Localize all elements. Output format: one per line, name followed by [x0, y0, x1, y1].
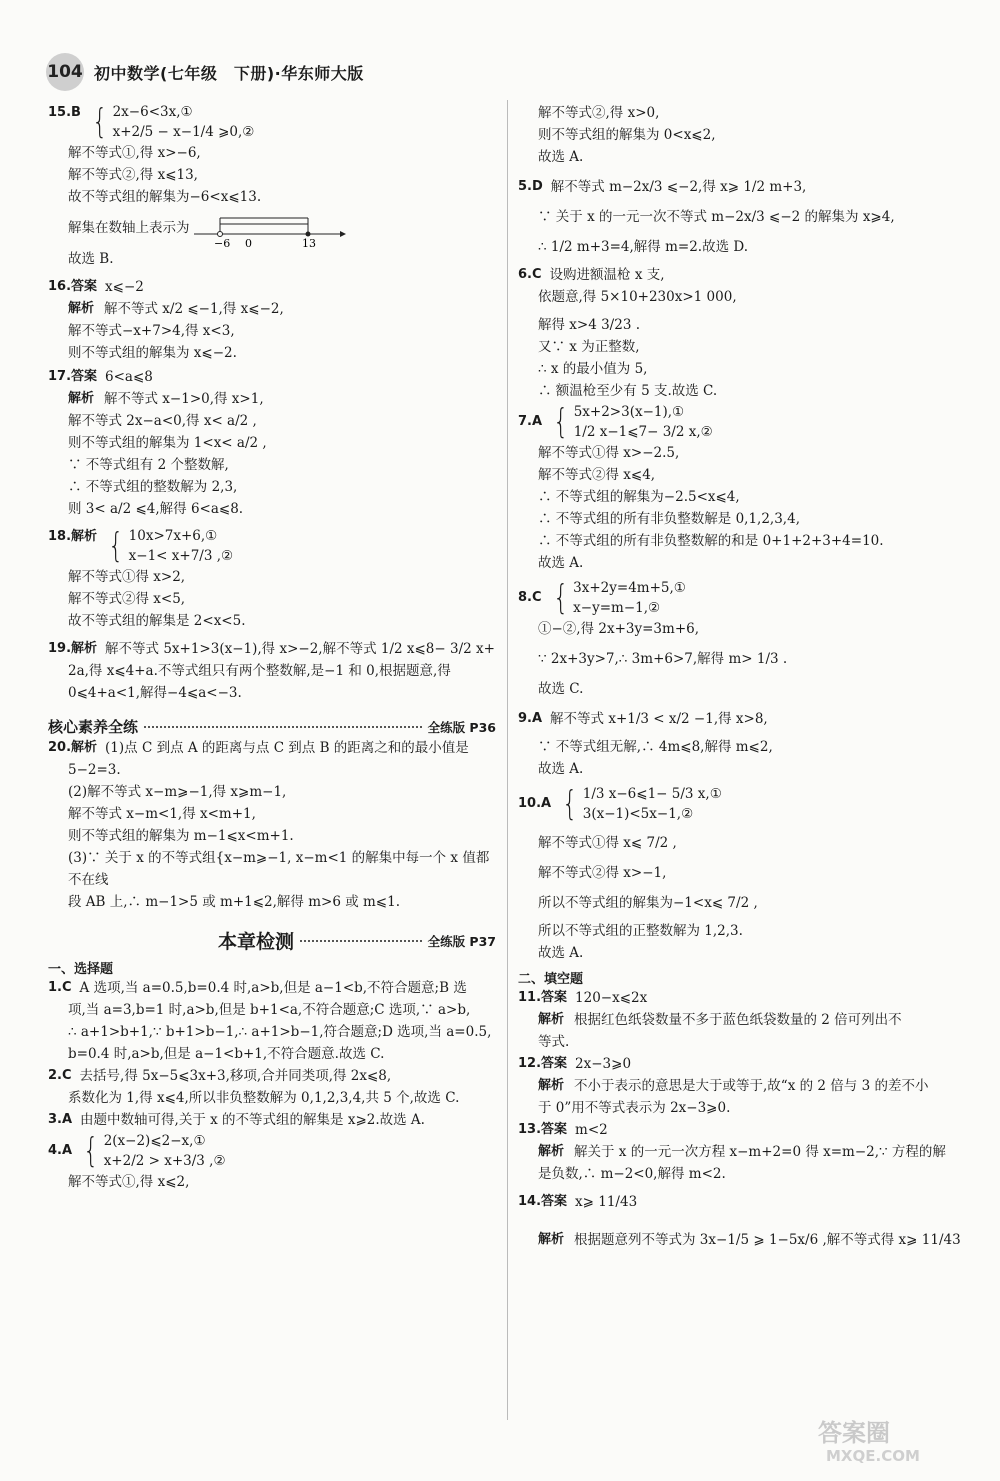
q6-line: 依题意,得 5×10+230x>1 000, [538, 289, 737, 305]
q2 [48, 1065, 496, 1087]
q11-line: 等式. [538, 1034, 570, 1050]
q15-line: 解不等式①,得 x>−6, [68, 145, 201, 161]
q13-line: 解关于 x 的一元一次方程 x−m+2=0 得 x=m−2,∵ 方程的解 [574, 1144, 946, 1160]
q18-line: 解不等式②得 x<5, [68, 591, 186, 607]
q7-line: 故选 A. [538, 555, 584, 571]
q7-line: ∴ 不等式组的解集为−2.5<x⩽4, [538, 489, 740, 505]
q9-line: ∵ 不等式组无解,∴ 4m⩽8,解得 m⩽2, [538, 739, 773, 755]
q7-line: 解不等式②得 x⩽4, [538, 467, 656, 483]
q18-eq1: 10x>7x+6,① [128, 528, 218, 544]
q7-line: ∴ 不等式组的所有非负整数解的和是 0+1+2+3+4=10. [538, 533, 884, 549]
q6 [518, 264, 966, 286]
q7-eq2: 1/2 x−1⩽7− 3/2 x,② [573, 424, 713, 440]
q10-line: 解不等式①得 x⩽ 7/2 , [538, 835, 677, 851]
q9 [518, 708, 966, 730]
q15-numberline [68, 208, 496, 248]
page-number: 104 [46, 53, 84, 91]
q5-line: ∴ 1/2 m+3=4,解得 m=2.故选 D. [538, 239, 749, 255]
q12-line: 不小于表示的意思是大于或等于,故“x 的 2 倍与 3 的差不小 [574, 1078, 929, 1094]
q16-answer: x⩽−2 [105, 279, 144, 295]
q6-line: 解得 x>4 3/23 . [538, 317, 640, 333]
q18-label: 18.解析 [48, 529, 98, 544]
q14-label: 14.答案 [518, 1194, 568, 1209]
q6-line: 又∵ x 为正整数, [538, 339, 640, 355]
q1-line: A 选项,当 a=0.5,b=0.4 时,a>b,但是 a−1<b,不符合题意;B 选 [79, 980, 467, 996]
q20-line: (1)点 C 到点 A 的距离与点 C 到点 B 的距离之和的最小值是 [105, 740, 469, 756]
q15-eq1: 2x−6<3x,① [112, 104, 193, 120]
q1-line: ∴ a+1>b+1,∵ b+1>b−1,∴ a+1>b−1,符合题意;D 选项,当 a=0.5, [68, 1024, 492, 1040]
q7-system: { 5x+2>3(x−1),① 1/2 x−1⩽7− 3/2 x,② [553, 402, 713, 442]
q10-line: 故选 A. [538, 945, 584, 961]
q19-line: 2a,得 x⩽4+a.不等式组只有两个整数解,是−1 和 0,根据题意,得 [68, 663, 451, 679]
q5 [518, 176, 966, 198]
q6-line: ∴ x 的最小值为 5, [538, 361, 648, 377]
q17-line: 解不等式 2x−a<0,得 x< a/2 , [68, 413, 257, 429]
q20-label: 20.解析 [48, 740, 98, 755]
q20-line: (3)∵ 关于 x 的不等式组{x−m⩾−1, x−m<1 的解集中每一个 x 值都不在线 [68, 850, 490, 888]
q11 [518, 987, 966, 1009]
q10-system: { 1/3 x−6⩽1− 5/3 x,① 3(x−1)<5x−1,② [562, 784, 722, 824]
q17-analysis [68, 388, 496, 410]
q17-answer: 6<a⩽8 [105, 369, 153, 385]
q10-line: 所以不等式组的解集为−1<x⩽ 7/2 , [538, 895, 758, 911]
part-heading: 二、填空题 [518, 972, 584, 987]
q10-label: 10.A [518, 796, 552, 811]
q9-line: 解不等式 x+1/3 < x/2 −1,得 x>8, [550, 711, 768, 727]
section-title: 核心素养全练 [48, 718, 139, 736]
q7-line: 解不等式①得 x>−2.5, [538, 445, 680, 461]
q15-line: 解不等式②,得 x⩽13, [68, 167, 198, 183]
q10-eq1: 1/3 x−6⩽1− 5/3 x,① [582, 786, 722, 802]
q10-line: 所以不等式组的正整数解为 1,2,3. [538, 923, 743, 939]
q13-label: 13.答案 [518, 1122, 568, 1137]
q3 [48, 1109, 496, 1131]
q11-label: 11.答案 [518, 990, 568, 1005]
tick-label: 13 [301, 237, 316, 248]
q4-system: { 2(x−2)⩽2−x,① x+2/2 > x+3/3 ,② [83, 1131, 226, 1171]
analysis-keyword: 解析 [538, 1232, 565, 1247]
q19-line: 解不等式 5x+1>3(x−1),得 x>−2,解不等式 1/2 x⩽8− 3/2 x+ [105, 641, 495, 657]
left-column [48, 102, 496, 1193]
q11-answer: 120−x⩽2x [575, 990, 648, 1006]
q17 [48, 366, 496, 388]
q12-label: 12.答案 [518, 1056, 568, 1071]
q7-line: ∴ 不等式组的所有非负整数解是 0,1,2,3,4, [538, 511, 800, 527]
q20-line: (2)解不等式 x−m⩾−1,得 x⩾m−1, [68, 784, 287, 800]
q8-eq1: 3x+2y=4m+5,① [573, 580, 686, 596]
q1-line: b=0.4 时,a>b,但是 a−1<b+1,不符合题意.故选 C. [68, 1046, 385, 1062]
svg-text:MXQE.COM: MXQE.COM [826, 1447, 920, 1465]
q5-line: 解不等式 m−2x/3 ⩽−2,得 x⩾ 1/2 m+3, [550, 179, 807, 195]
q5-label: 5.D [518, 179, 543, 194]
analysis-keyword: 解析 [538, 1078, 565, 1093]
q18-line: 解不等式①得 x>2, [68, 569, 186, 585]
q8-label: 8.C [518, 590, 542, 605]
q2-label: 2.C [48, 1068, 72, 1083]
q7-eq1: 5x+2>3(x−1),① [573, 404, 685, 420]
q17-line: 则不等式组的解集为 1<x< a/2 , [68, 435, 267, 451]
q14-analysis [538, 1229, 966, 1251]
analysis-keyword: 解析 [68, 391, 95, 406]
tick-label: −6 [213, 237, 230, 248]
q8 [518, 578, 966, 618]
q2-line: 去括号,得 5x−5⩽3x+3,移项,合并同类项,得 2x⩽8, [79, 1068, 392, 1084]
continued-line: 故选 A. [538, 149, 584, 165]
q4 [48, 1131, 496, 1171]
q15 [48, 102, 496, 142]
q3-label: 3.A [48, 1112, 73, 1127]
q6-line: ∴ 额温枪至少有 5 支.故选 C. [538, 383, 718, 399]
q6-line: 设购进额温枪 x 支, [549, 267, 665, 283]
q16-line: 则不等式组的解集为 x⩽−2. [68, 345, 237, 361]
q2-line: 系数化为 1,得 x⩽4,所以非负整数解为 0,1,2,3,4,共 5 个,故选 C. [68, 1090, 460, 1106]
q19-line: 0⩽4+a<1,解得−4⩽a<−3. [68, 685, 242, 701]
q4-label: 4.A [48, 1143, 73, 1158]
q17-label: 17.答案 [48, 369, 98, 384]
q10 [518, 784, 966, 824]
book-title: 初中数学(七年级 下册)·华东师大版 [94, 63, 364, 83]
q16-line: 解不等式 x/2 ⩽−1,得 x⩽−2, [104, 301, 284, 317]
q18 [48, 526, 496, 566]
q15-end: 故选 B. [68, 251, 114, 267]
q13-answer: m<2 [575, 1122, 608, 1138]
q8-system: { 3x+2y=4m+5,① x−y=m−1,② [552, 578, 686, 618]
q17-line: 解不等式 x−1>0,得 x>1, [104, 391, 264, 407]
q7 [518, 402, 966, 442]
q1-line: 项,当 a=3,b=1 时,a>b,但是 b+1<a,不符合题意;C 选项,∵ a>b, [68, 1002, 471, 1018]
q20-line: 5−2=3. [68, 762, 121, 778]
q16-label: 16.答案 [48, 279, 98, 294]
q1-label: 1.C [48, 980, 72, 995]
section-chapter-test [218, 927, 496, 954]
q12-analysis [538, 1075, 966, 1097]
q15-label: 15.B [48, 105, 81, 120]
tick-label: 0 [244, 237, 252, 248]
q7-label: 7.A [518, 414, 543, 429]
analysis-keyword: 解析 [538, 1144, 565, 1159]
q5-line: ∵ 关于 x 的一元一次不等式 m−2x/3 ⩽−2 的解集为 x⩾4, [538, 209, 895, 225]
q18-line: 故不等式组的解集是 2<x<5. [68, 613, 246, 629]
q20-line: 段 AB 上,∴ m−1>5 或 m+1⩽2,解得 m>6 或 m⩽1. [68, 894, 400, 910]
section-title: 本章检测 [218, 931, 295, 953]
q13-analysis [538, 1141, 966, 1163]
q12 [518, 1053, 966, 1075]
q20-line: 则不等式组的解集为 m−1⩽x<m+1. [68, 828, 294, 844]
q4-eq2: x+2/2 > x+3/3 ,② [103, 1153, 226, 1169]
q9-line: 故选 A. [538, 761, 584, 777]
section-ref: 全练版 P36 [427, 719, 496, 735]
q8-line: 故选 C. [538, 681, 584, 697]
q15-line: 故不等式组的解集为−6<x⩽13. [68, 189, 262, 205]
q12-answer: 2x−3⩾0 [575, 1056, 632, 1072]
q11-analysis [538, 1009, 966, 1031]
q14-answer: x⩾ 11/43 [575, 1194, 638, 1210]
q17-line: ∵ 不等式组有 2 个整数解, [68, 457, 229, 473]
q13 [518, 1119, 966, 1141]
q15-system: { 2x−6<3x,① x+2/5 − x−1/4 ⩾0,② [92, 102, 255, 142]
number-line-diagram [190, 208, 350, 248]
q19 [48, 638, 496, 660]
q12-line: 于 0”用不等式表示为 2x−3⩾0. [538, 1100, 731, 1116]
q8-line: ①−②,得 2x+3y=3m+6, [538, 621, 700, 637]
watermark-logo [810, 1415, 980, 1467]
continued-line: 解不等式②,得 x>0, [538, 105, 660, 121]
q8-eq2: x−y=m−1,② [573, 600, 661, 616]
q16-line: 解不等式−x+7>4,得 x<3, [68, 323, 235, 339]
q16 [48, 276, 496, 298]
q20-line: 解不等式 x−m<1,得 x<m+1, [68, 806, 256, 822]
q13-line: 是负数,∴ m−2<0,解得 m<2. [538, 1166, 726, 1182]
q14 [518, 1191, 966, 1213]
q4-eq1: 2(x−2)⩽2−x,① [103, 1133, 206, 1149]
section-ref: 全练版 P37 [427, 933, 496, 949]
q19-label: 19.解析 [48, 641, 98, 656]
q20 [48, 737, 496, 759]
q17-line: ∴ 不等式组的整数解为 2,3, [68, 479, 238, 495]
q18-eq2: x−1< x+7/3 ,② [128, 548, 234, 564]
q9-label: 9.A [518, 711, 543, 726]
q16-analysis [68, 298, 496, 320]
q10-line: 解不等式②得 x>−1, [538, 865, 667, 881]
svg-text:答案圈: 答案圈 [818, 1419, 890, 1447]
q4-line: 解不等式①,得 x⩽2, [68, 1174, 190, 1190]
q17-line: 则 3< a/2 ⩽4,解得 6<a⩽8. [68, 501, 244, 517]
q1 [48, 977, 496, 999]
numline-label: 解集在数轴上表示为 [68, 220, 190, 236]
q15-eq2: x+2/5 − x−1/4 ⩾0,② [112, 124, 255, 140]
q11-line: 根据红色纸袋数量不多于蓝色纸袋数量的 2 倍可列出不 [574, 1012, 902, 1028]
part-heading: 一、选择题 [48, 962, 114, 977]
analysis-keyword: 解析 [68, 301, 95, 316]
q3-line: 由题中数轴可得,关于 x 的不等式组的解集是 x⩾2.故选 A. [80, 1112, 425, 1128]
column-divider [507, 100, 508, 1420]
q18-system: { 10x>7x+6,① x−1< x+7/3 ,② [108, 526, 234, 566]
q10-eq2: 3(x−1)<5x−1,② [582, 806, 694, 822]
right-column [518, 102, 966, 1251]
q8-line: ∵ 2x+3y>7,∴ 3m+6>7,解得 m> 1/3 . [538, 651, 788, 667]
q14-line: 根据题意列不等式为 3x−1/5 ⩾ 1−5x/6 ,解不等式得 x⩾ 11/43 [574, 1232, 961, 1248]
analysis-keyword: 解析 [538, 1012, 565, 1027]
q6-label: 6.C [518, 267, 542, 282]
section-core-practice [48, 716, 496, 737]
page-header [46, 52, 364, 92]
continued-line: 则不等式组的解集为 0<x⩽2, [538, 127, 716, 143]
